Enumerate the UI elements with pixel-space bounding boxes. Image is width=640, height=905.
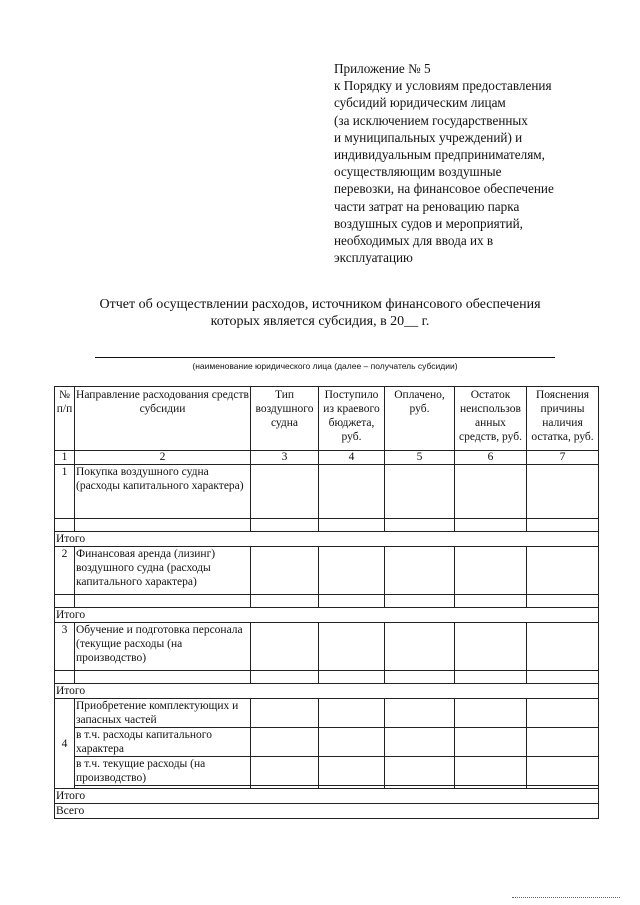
appendix-line: осуществляющим воздушные [334,164,502,180]
itogo-row [55,532,599,547]
table-cell [319,519,385,532]
page-edge-mark [512,897,620,898]
appendix-line: необходимых для ввода их в [334,233,494,249]
table-cell [455,728,527,757]
table-cell [385,671,455,684]
appendix-block [334,60,624,266]
header-cell: № п/п [55,387,75,451]
table-cell [319,699,385,728]
table-cell [455,623,527,671]
table-cell [319,728,385,757]
table-cell [385,465,455,519]
table-cell [385,757,455,786]
table-cell [55,671,75,684]
header-row [55,387,599,451]
appendix-line: части затрат на реновацию парка [334,198,520,214]
table-cell [527,547,599,595]
table-cell [527,728,599,757]
table-cell [75,595,251,608]
itogo-row [55,608,599,623]
row-number: 3 [55,623,75,671]
header-cell: Поступило из краевого бюджета, руб. [319,387,385,451]
report-title-line1: Отчет об осуществлении расходов, источником финансового обеспечения [99,297,541,312]
expense-direction: Приобретение комплектующих и запасных частей [75,699,251,728]
table-cell [319,595,385,608]
recipient-name-line [95,357,555,358]
table-row [55,623,599,671]
table-cell [251,623,319,671]
table-cell [319,671,385,684]
table-row [55,728,599,757]
table-row [55,699,599,728]
appendix-line: (за исключением государственных [334,112,528,128]
table-cell [527,519,599,532]
header-cell: Остаток неиспользов анных средств, руб. [455,387,527,451]
header-cell: Направление расходования средств субсидии [75,387,251,451]
table-cell [455,519,527,532]
appendix-line: индивидуальным предпринимателям, [334,147,545,163]
table-cell [319,547,385,595]
table-cell [385,728,455,757]
table-row [55,547,599,595]
table-cell [251,757,319,786]
table-cell [319,465,385,519]
expense-subdirection: в т.ч. расходы капитального характера [75,728,251,757]
itogo-label: Итого [55,684,599,699]
vsego-row [55,804,599,819]
column-number: 3 [251,451,319,465]
table-cell [251,465,319,519]
table-cell [455,465,527,519]
column-number: 6 [455,451,527,465]
table-cell [55,519,75,532]
table-row [55,757,599,786]
itogo-row [55,789,599,804]
itogo-label: Итого [55,532,599,547]
column-number: 7 [527,451,599,465]
table-cell [319,757,385,786]
column-number: 2 [75,451,251,465]
column-number: 4 [319,451,385,465]
table-cell [527,595,599,608]
itogo-label: Итого [55,608,599,623]
expense-direction: Покупка воздушного судна (расходы капитального характера) [75,465,251,519]
table-cell [527,623,599,671]
table-cell [319,623,385,671]
table-row [55,465,599,519]
table-cell [455,595,527,608]
table-cell [251,547,319,595]
appendix-line: эксплуатацию [334,250,413,266]
row-number: 2 [55,547,75,595]
expense-subdirection: в т.ч. текущие расходы (на производство) [75,757,251,786]
table-cell [527,699,599,728]
table-cell [75,671,251,684]
table-cell [55,595,75,608]
table-cell [385,623,455,671]
column-number: 1 [55,451,75,465]
table-cell [251,699,319,728]
table-cell [385,519,455,532]
appendix-line: воздушных судов и мероприятий, [334,215,523,231]
table-cell [251,671,319,684]
table-row [55,671,599,684]
table-cell [455,671,527,684]
table-cell [455,757,527,786]
appendix-line: субсидий юридическим лицам [334,95,506,111]
table-cell [251,519,319,532]
table-cell [251,728,319,757]
table-cell [527,757,599,786]
table-cell [385,547,455,595]
header-cell: Оплачено, руб. [385,387,455,451]
itogo-label: Итого [55,789,599,804]
report-title [40,296,600,330]
appendix-line: и муниципальных учреждений) и [334,129,523,145]
recipient-name-caption: (наименование юридического лица (далее – получатель субсидии) [192,361,458,371]
table-cell [251,595,319,608]
appendix-line: Приложение № 5 [334,61,431,76]
table-cell [455,547,527,595]
table-cell [455,699,527,728]
row-number: 4 [55,699,75,789]
expense-direction: Обучение и подготовка персонала (текущие расходы (на производство) [75,623,251,671]
header-cell: Пояснения причины наличия остатка, руб. [527,387,599,451]
table-cell [385,595,455,608]
table-row [55,519,599,532]
table-cell [527,465,599,519]
expense-report-table [54,386,599,819]
table-row [55,595,599,608]
appendix-line: перевозки, на финансовое обеспечение [334,181,554,197]
header-cell: Тип воздушного судна [251,387,319,451]
column-number-row [55,451,599,465]
expense-direction: Финансовая аренда (лизинг) воздушного судна (расходы капитального характера) [75,547,251,595]
report-title-line2: которых является субсидия, в 20__ г. [210,314,430,329]
row-number: 1 [55,465,75,519]
appendix-line: к Порядку и условиям предоставления [334,78,552,94]
table-cell [385,699,455,728]
column-number: 5 [385,451,455,465]
table-cell [75,519,251,532]
table-cell [527,671,599,684]
itogo-row [55,684,599,699]
vsego-label: Всего [55,804,599,819]
